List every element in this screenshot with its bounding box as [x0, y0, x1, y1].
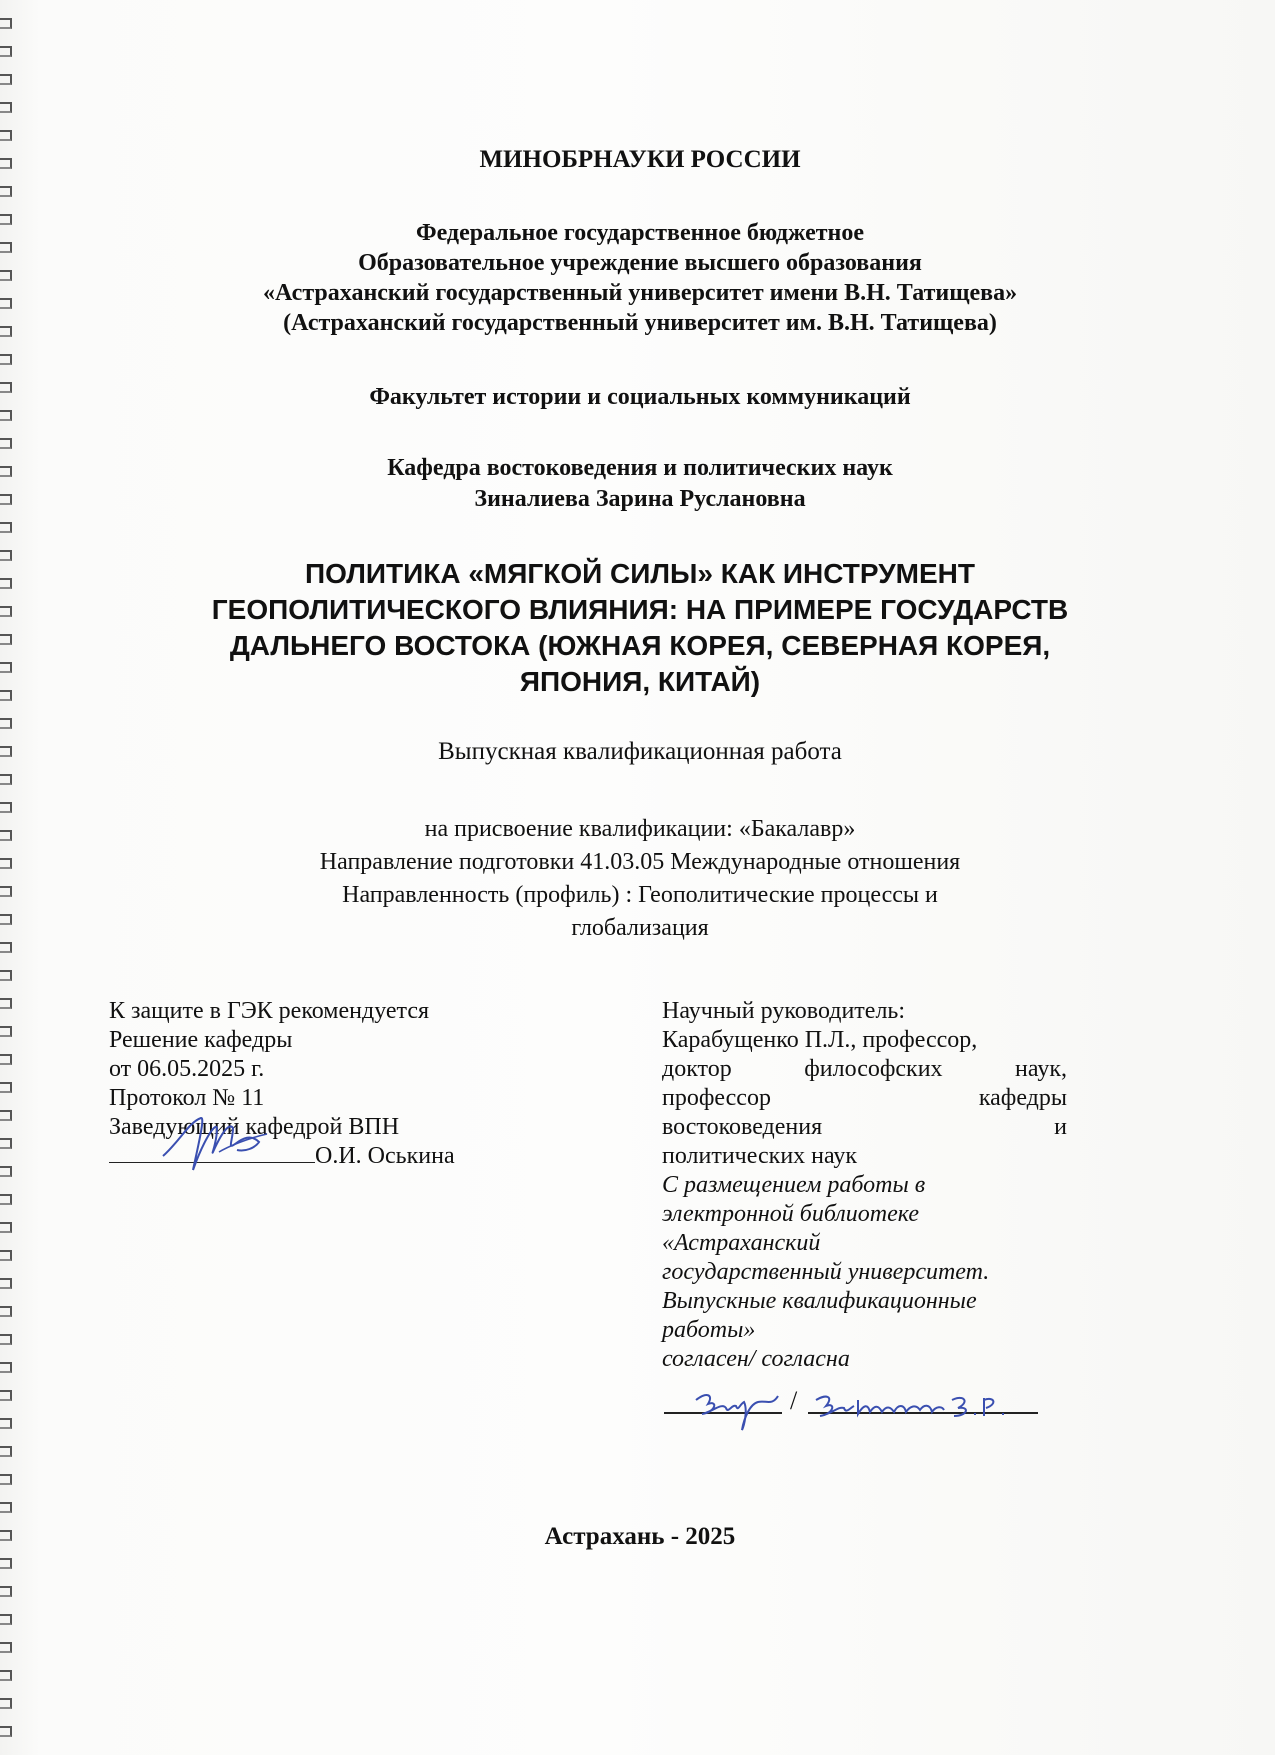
binding-ring [0, 494, 12, 505]
consent-line: «Астраханский [662, 1230, 821, 1256]
binding-ring [0, 886, 12, 897]
binding-ring [0, 242, 12, 253]
title-line: ЯПОНИЯ, КИТАЙ) [519, 666, 761, 697]
supervisor-line: Карабущенко П.Л., профессор, [662, 1027, 978, 1053]
binding-ring [0, 1670, 12, 1681]
binding-ring [0, 1446, 12, 1457]
binding-ring [0, 1250, 12, 1261]
defense-line: К защите в ГЭК рекомендуется [109, 998, 430, 1024]
consent-line: работы» [662, 1317, 756, 1343]
binding-ring [0, 662, 12, 673]
supervisor-block [662, 997, 1067, 1426]
binding-ring [0, 1166, 12, 1177]
spiral-binding [0, 0, 16, 1755]
binding-ring [0, 466, 12, 477]
institution-block [100, 218, 1180, 338]
institution-line: «Астраханский государственный университет имени В.Н. Татищева» [262, 280, 1018, 306]
binding-ring [0, 1222, 12, 1233]
binding-ring [0, 1082, 12, 1093]
binding-ring [0, 830, 12, 841]
binding-ring [0, 214, 12, 225]
binding-ring [0, 326, 12, 337]
consent-line: С размещением работы в [662, 1172, 926, 1198]
library-consent [662, 1171, 1067, 1374]
binding-ring [0, 1390, 12, 1401]
binding-ring [0, 1698, 12, 1709]
defense-line: Протокол № 11 [109, 1085, 265, 1111]
binding-ring [0, 74, 12, 85]
defense-recommendation [109, 997, 559, 1171]
binding-ring [0, 382, 12, 393]
binding-ring [0, 606, 12, 617]
binding-ring [0, 970, 12, 981]
binding-ring [0, 1614, 12, 1625]
qualification-line: глобализация [571, 915, 709, 941]
binding-ring [0, 1418, 12, 1429]
title-line: ГЕОПОЛИТИЧЕСКОГО ВЛИЯНИЯ: НА ПРИМЕРЕ ГОСУДАРСТВ [211, 594, 1069, 625]
supervisor-line: доктор философских наук, [662, 1056, 1067, 1082]
binding-ring [0, 522, 12, 533]
defense-line: Решение кафедры [109, 1027, 293, 1053]
supervisor-line: профессор кафедры [662, 1085, 1067, 1111]
binding-ring [0, 18, 12, 29]
binding-ring [0, 1474, 12, 1485]
title-line: ДАЛЬНЕГО ВОСТОКА (ЮЖНАЯ КОРЕЯ, СЕВЕРНАЯ КОРЕЯ, [229, 630, 1051, 661]
binding-ring [0, 1502, 12, 1513]
author-name: Зиналиева Зарина Руслановна [474, 486, 806, 512]
student-signature [692, 1382, 792, 1432]
qualification-block [100, 813, 1180, 945]
binding-ring [0, 1642, 12, 1653]
binding-ring [0, 1026, 12, 1037]
qualification-line: Направление подготовки 41.03.05 Международные отношения [319, 849, 961, 875]
qualification-line: Направленность (профиль) : Геополитические процессы и [342, 882, 938, 908]
binding-ring [0, 1194, 12, 1205]
binding-ring [0, 102, 12, 113]
thesis-title [130, 556, 1150, 700]
binding-ring [0, 1586, 12, 1597]
binding-ring [0, 802, 12, 813]
consent-line: согласен/ согласна [662, 1346, 850, 1372]
binding-ring [0, 1138, 12, 1149]
consent-line: Выпускные квалификационные [662, 1288, 977, 1314]
ministry-heading: МИНОБРНАУКИ РОССИИ [479, 146, 801, 173]
supervisor-line: политических наук [662, 1143, 858, 1169]
binding-ring [0, 410, 12, 421]
qualification-line: на присвоение квалификации: «Бакалавр» [424, 816, 856, 842]
supervisor-heading: Научный руководитель: [662, 998, 906, 1024]
binding-ring [0, 942, 12, 953]
institution-line: Образовательное учреждение высшего образования [358, 250, 922, 276]
binding-ring [0, 1054, 12, 1065]
binding-ring [0, 130, 12, 141]
binding-ring [0, 774, 12, 785]
binding-ring [0, 438, 12, 449]
faculty-name: Факультет истории и социальных коммуникаций [369, 384, 911, 410]
binding-ring [0, 1558, 12, 1569]
binding-ring [0, 1530, 12, 1541]
supervisor-line: востоковедения и [662, 1114, 1067, 1140]
institution-line: Федеральное государственное бюджетное [415, 220, 865, 246]
binding-ring [0, 634, 12, 645]
binding-ring [0, 1334, 12, 1345]
department-block [100, 453, 1180, 515]
defense-line: от 06.05.2025 г. [109, 1056, 265, 1082]
consent-line: государственный университет. [662, 1259, 990, 1285]
binding-ring [0, 858, 12, 869]
binding-ring [0, 718, 12, 729]
student-name-handwritten [812, 1390, 1042, 1430]
binding-ring [0, 46, 12, 57]
binding-ring [0, 158, 12, 169]
binding-ring [0, 746, 12, 757]
head-signature-line [109, 1142, 559, 1171]
binding-ring [0, 354, 12, 365]
city-year: Астрахань - 2025 [544, 1523, 736, 1550]
binding-ring [0, 186, 12, 197]
binding-ring [0, 550, 12, 561]
binding-ring [0, 1726, 12, 1737]
department-name: Кафедра востоковедения и политических наук [387, 455, 893, 481]
consent-line: электронной библиотеке [662, 1201, 920, 1227]
binding-ring [0, 914, 12, 925]
defense-line: Заведующий кафедрой ВПН [109, 1114, 400, 1140]
binding-ring [0, 298, 12, 309]
binding-ring [0, 998, 12, 1009]
binding-ring [0, 690, 12, 701]
work-type: Выпускная квалификационная работа [438, 738, 842, 765]
binding-ring [0, 578, 12, 589]
head-name: О.И. Оськина [315, 1143, 455, 1169]
binding-ring [0, 1278, 12, 1289]
student-signature-row [662, 1382, 1067, 1426]
binding-ring [0, 1110, 12, 1121]
title-line: ПОЛИТИКА «МЯГКОЙ СИЛЫ» КАК ИНСТРУМЕНТ [305, 558, 975, 589]
signature-separator: / [790, 1386, 798, 1415]
binding-ring [0, 1362, 12, 1373]
head-signature [159, 1112, 279, 1182]
binding-ring [0, 1306, 12, 1317]
binding-ring [0, 270, 12, 281]
institution-line: (Астраханский государственный университет им. В.Н. Татищева) [283, 310, 997, 336]
